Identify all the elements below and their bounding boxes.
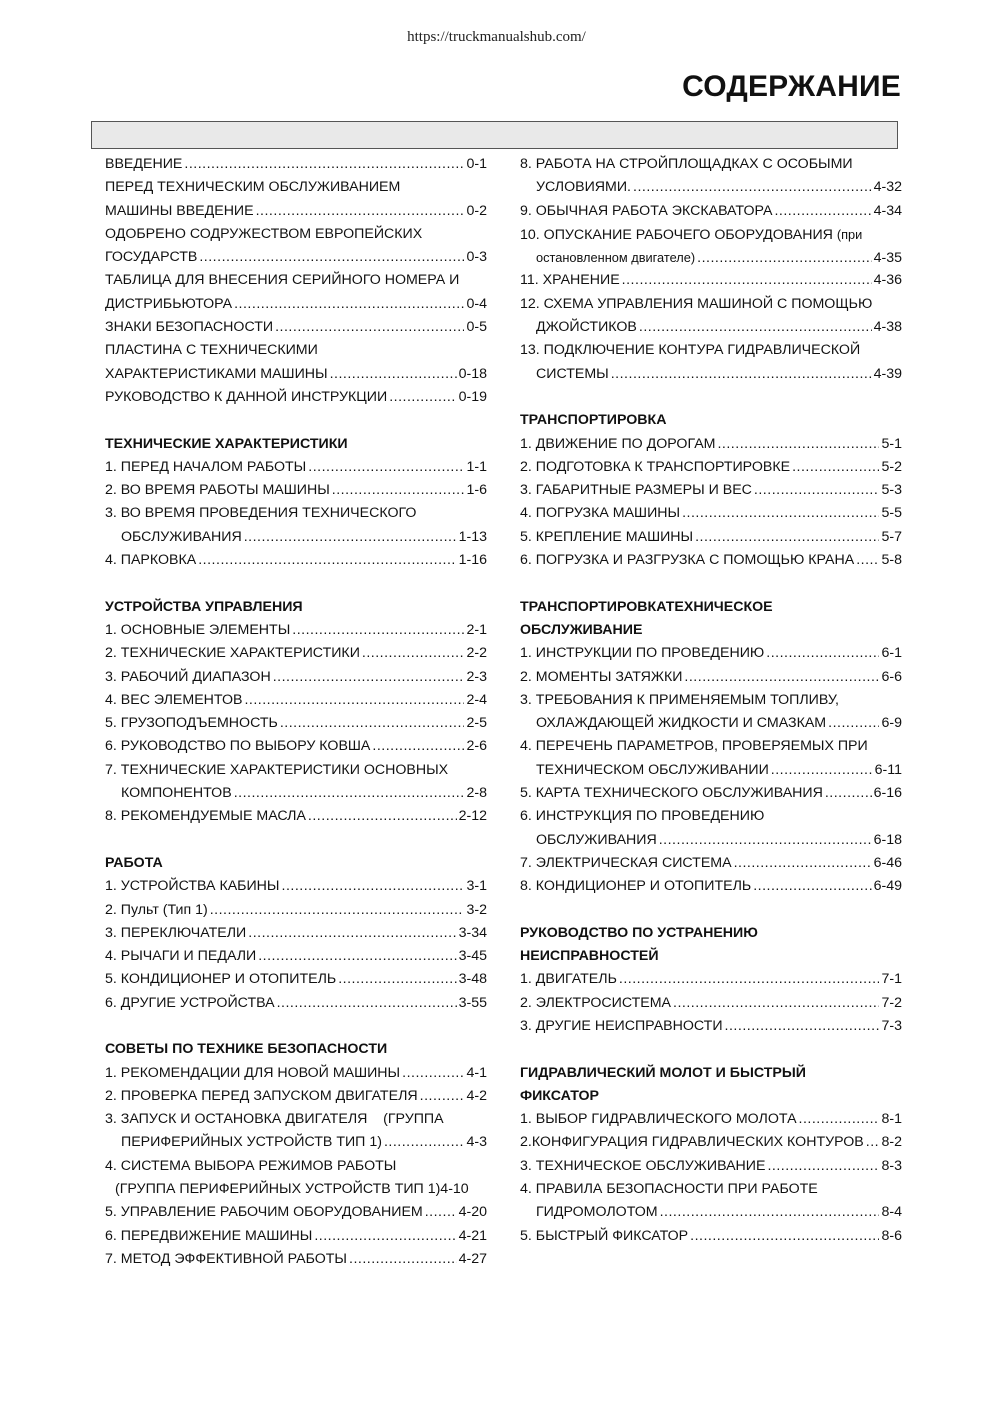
toc-entry[interactable]: 2. ВО ВРЕМЯ РАБОТЫ МАШИНЫ ..... 1-6 (105, 479, 487, 502)
toc-entry[interactable]: МАШИНЫ ВВЕДЕНИЕ ..... 0-2 (105, 200, 487, 223)
toc-entry[interactable]: 10. ОПУСКАНИЕ РАБОЧЕГО ОБОРУДОВАНИЯ (при (520, 226, 863, 243)
toc-entry[interactable]: 6. ПОГРУЗКА И РАЗГРУЗКА С ПОМОЩЬЮ КРАНА ..... 5-8 (520, 549, 902, 572)
toc-entry[interactable]: 4. СИСТЕМА ВЫБОРА РЕЖИМОВ РАБОТЫ (105, 1157, 397, 1174)
toc-entry[interactable]: 4. ПЕРЕЧЕНЬ ПАРАМЕТРОВ, ПРОВЕРЯЕМЫХ ПРИ (520, 738, 868, 755)
header-bar (91, 121, 898, 149)
toc-entry[interactable]: 2. ПОДГОТОВКА К ТРАНСПОРТИРОВКЕ ..... 5-2 (520, 456, 902, 479)
toc-entry[interactable]: 1. УСТРОЙСТВА КАБИНЫ ..... 3-1 (105, 875, 487, 898)
toc-entry[interactable]: КОМПОНЕНТОВ ..... 2-8 (105, 782, 487, 805)
toc-entry[interactable]: ПЕРЕД ТЕХНИЧЕСКИМ ОБСЛУЖИВАНИЕМ (105, 179, 401, 196)
toc-entry[interactable]: ТАБЛИЦА ДЛЯ ВНЕСЕНИЯ СЕРИЙНОГО НОМЕРА И (105, 272, 460, 289)
source-url[interactable]: https://truckmanualshub.com/ (407, 29, 586, 45)
toc-entry[interactable]: 3. ВО ВРЕМЯ ПРОВЕДЕНИЯ ТЕХНИЧЕСКОГО (105, 505, 417, 522)
section-heading: ОБСЛУЖИВАНИЕ (520, 621, 643, 638)
toc-entry[interactable]: ОХЛАЖДАЮЩЕЙ ЖИДКОСТИ И СМАЗКАМ ..... 6-9 (520, 712, 902, 735)
section-heading: РУКОВОДСТВО ПО УСТРАНЕНИЮ (520, 924, 758, 941)
toc-entry[interactable]: 5. КРЕПЛЕНИЕ МАШИНЫ ..... 5-7 (520, 526, 902, 549)
toc-entry[interactable]: 3. ТРЕБОВАНИЯ К ПРИМЕНЯЕМЫМ ТОПЛИВУ, (520, 691, 839, 708)
toc-entry[interactable]: 5. УПРАВЛЕНИЕ РАБОЧИМ ОБОРУДОВАНИЕМ ..... 4-20 (105, 1201, 487, 1224)
toc-entry[interactable]: ГОСУДАРСТВ ..... 0-3 (105, 246, 487, 269)
toc-entry[interactable]: 12. СХЕМА УПРАВЛЕНИЯ МАШИНОЙ С ПОМОЩЬЮ (520, 295, 873, 312)
section-heading: ТЕХНИЧЕСКИЕ ХАРАКТЕРИСТИКИ (105, 435, 348, 452)
toc-entry[interactable]: 4. ПОГРУЗКА МАШИНЫ ..... 5-5 (520, 502, 902, 525)
toc-entry[interactable]: 5. КОНДИЦИОНЕР И ОТОПИТЕЛЬ ..... 3-48 (105, 968, 487, 991)
section-heading: НЕИСПРАВНОСТЕЙ (520, 948, 659, 965)
toc-entry[interactable]: ОБСЛУЖИВАНИЯ ..... 6-18 (520, 829, 902, 852)
toc-entry[interactable]: 3. ПЕРЕКЛЮЧАТЕЛИ ..... 3-34 (105, 922, 487, 945)
toc-entry[interactable]: ТЕХНИЧЕСКОМ ОБСЛУЖИВАНИИ ..... 6-11 (520, 759, 902, 782)
toc-entry[interactable]: 3. ГАБАРИТНЫЕ РАЗМЕРЫ И ВЕС ..... 5-3 (520, 479, 902, 502)
page-title: СОДЕРЖАНИЕ (682, 70, 901, 103)
toc-entry[interactable]: 11. ХРАНЕНИЕ ..... 4-36 (520, 269, 902, 292)
toc-entry[interactable]: 6. ДРУГИЕ УСТРОЙСТВА ..... 3-55 (105, 992, 487, 1015)
toc-entry[interactable]: 7. ТЕХНИЧЕСКИЕ ХАРАКТЕРИСТИКИ ОСНОВНЫХ (105, 761, 449, 778)
toc-entry[interactable]: 6. РУКОВОДСТВО ПО ВЫБОРУ КОВША ..... 2-6 (105, 735, 487, 758)
toc-entry[interactable]: 2. ЭЛЕКТРОСИСТЕМА ..... 7-2 (520, 992, 902, 1015)
toc-entry[interactable]: 3. РАБОЧИЙ ДИАПАЗОН ..... 2-3 (105, 666, 487, 689)
toc-entry[interactable]: 1. ВЫБОР ГИДРАВЛИЧЕСКОГО МОЛОТА ..... 8-1 (520, 1108, 902, 1131)
toc-entry[interactable]: 3. ТЕХНИЧЕСКОЕ ОБСЛУЖИВАНИЕ ..... 8-3 (520, 1155, 902, 1178)
section-heading: УСТРОЙСТВА УПРАВЛЕНИЯ (105, 598, 303, 615)
toc-entry[interactable]: 1. ПЕРЕД НАЧАЛОМ РАБОТЫ ..... 1-1 (105, 456, 487, 479)
toc-entry[interactable]: 8. РАБОТА НА СТРОЙПЛОЩАДКАХ С ОСОБЫМИ (520, 156, 853, 172)
toc-entry[interactable]: ПЛАСТИНА С ТЕХНИЧЕСКИМИ (105, 342, 318, 359)
toc-entry[interactable]: 1. ДВИГАТЕЛЬ ..... 7-1 (520, 968, 902, 991)
toc-entry[interactable]: 7. ЭЛЕКТРИЧЕСКАЯ СИСТЕМА ..... 6-46 (520, 852, 902, 875)
toc-entry[interactable]: 2. ТЕХНИЧЕСКИЕ ХАРАКТЕРИСТИКИ ..... 2-2 (105, 642, 487, 665)
toc-entry[interactable]: 8. РЕКОМЕНДУЕМЫЕ МАСЛА ..... 2-12 (105, 805, 487, 828)
toc-entry[interactable]: 2. ПРОВЕРКА ПЕРЕД ЗАПУСКОМ ДВИГАТЕЛЯ ..... 4-2 (105, 1085, 487, 1108)
toc-entry[interactable]: 1. ОСНОВНЫЕ ЭЛЕМЕНТЫ ..... 2-1 (105, 619, 487, 642)
toc-entry[interactable]: ПЕРИФЕРИЙНЫХ УСТРОЙСТВ ТИП 1) ..... 4-3 (105, 1131, 487, 1154)
toc-entry[interactable]: РУКОВОДСТВО К ДАННОЙ ИНСТРУКЦИИ ..... 0-19 (105, 386, 487, 409)
toc-entry[interactable]: 5. КАРТА ТЕХНИЧЕСКОГО ОБСЛУЖИВАНИЯ ..... 6-16 (520, 782, 902, 805)
toc-entry[interactable]: 9. ОБЫЧНАЯ РАБОТА ЭКСКАВАТОРА ..... 4-34 (520, 200, 902, 223)
toc-entry[interactable]: 2. МОМЕНТЫ ЗАТЯЖКИ ..... 6-6 (520, 666, 902, 689)
toc-entry[interactable]: 4. ПРАВИЛА БЕЗОПАСНОСТИ ПРИ РАБОТЕ (520, 1181, 818, 1198)
toc-entry[interactable]: 7. МЕТОД ЭФФЕКТИВНОЙ РАБОТЫ ..... 4-27 (105, 1248, 487, 1271)
toc-entry[interactable]: ГИДРОМОЛОТОМ ..... 8-4 (520, 1201, 902, 1224)
toc-entry[interactable]: 1. ДВИЖЕНИЕ ПО ДОРОГАМ ..... 5-1 (520, 433, 902, 456)
toc-entry[interactable]: 6. ИНСТРУКЦИЯ ПО ПРОВЕДЕНИЮ (520, 808, 765, 825)
toc-right-column (520, 153, 902, 1248)
toc-entry[interactable]: 5. БЫСТРЫЙ ФИКСАТОР ..... 8-6 (520, 1225, 902, 1248)
toc-entry[interactable]: 6. ПЕРЕДВИЖЕНИЕ МАШИНЫ ..... 4-21 (105, 1225, 487, 1248)
toc-entry[interactable]: остановленном двигателе) ..... 4-35 (520, 246, 902, 269)
toc-left-column (105, 153, 487, 1271)
toc-entry[interactable]: ЗНАКИ БЕЗОПАСНОСТИ ..... 0-5 (105, 316, 487, 339)
toc-entry[interactable]: 13. ПОДКЛЮЧЕНИЕ КОНТУРА ГИДРАВЛИЧЕСКОЙ (520, 342, 861, 359)
toc-entry[interactable]: ДИСТРИБЬЮТОРА ..... 0-4 (105, 293, 487, 316)
section-heading: РАБОТА (105, 854, 163, 871)
toc-entry[interactable]: 4. РЫЧАГИ И ПЕДАЛИ ..... 3-45 (105, 945, 487, 968)
toc-entry[interactable]: 4. ПАРКОВКА ..... 1-16 (105, 549, 487, 572)
toc-entry[interactable]: 5. ГРУЗОПОДЪЕМНОСТЬ ..... 2-5 (105, 712, 487, 735)
toc-entry[interactable]: СИСТЕМЫ ..... 4-39 (520, 363, 902, 386)
toc-entry[interactable]: 2. Пульт (Тип 1) ..... 3-2 (105, 899, 487, 922)
toc-entry[interactable]: 1. РЕКОМЕНДАЦИИ ДЛЯ НОВОЙ МАШИНЫ ..... 4-1 (105, 1062, 487, 1085)
toc-entry[interactable]: 8. КОНДИЦИОНЕР И ОТОПИТЕЛЬ ..... 6-49 (520, 875, 902, 898)
toc-entry[interactable]: ОДОБРЕНО СОДРУЖЕСТВОМ ЕВРОПЕЙСКИХ (105, 225, 423, 242)
toc-entry[interactable]: ОБСЛУЖИВАНИЯ ..... 1-13 (105, 526, 487, 549)
toc-entry[interactable]: 3. ЗАПУСК И ОСТАНОВКА ДВИГАТЕЛЯ (ГРУППА (105, 1111, 444, 1128)
toc-entry[interactable]: УСЛОВИЯМИ. ..... 4-32 (520, 176, 902, 199)
toc-entry[interactable]: ВВЕДЕНИЕ ..... 0-1 (105, 153, 487, 176)
toc-entry[interactable]: 4. ВЕС ЭЛЕМЕНТОВ ..... 2-4 (105, 689, 487, 712)
toc-entry[interactable]: (ГРУППА ПЕРИФЕРИЙНЫХ УСТРОЙСТВ ТИП 1)4-10 (115, 1181, 469, 1198)
section-heading: СОВЕТЫ ПО ТЕХНИКЕ БЕЗОПАСНОСТИ (105, 1041, 388, 1058)
toc-entry[interactable]: ДЖОЙСТИКОВ ..... 4-38 (520, 316, 902, 339)
toc-entry[interactable]: ХАРАКТЕРИСТИКАМИ МАШИНЫ ..... 0-18 (105, 363, 487, 386)
toc-entry[interactable]: 2.КОНФИГУРАЦИЯ ГИДРАВЛИЧЕСКИХ КОНТУРОВ ..... 8-2 (520, 1131, 902, 1154)
section-heading: ГИДРАВЛИЧЕСКИЙ МОЛОТ И БЫСТРЫЙ (520, 1064, 806, 1081)
toc-entry[interactable]: 3. ДРУГИЕ НЕИСПРАВНОСТИ ..... 7-3 (520, 1015, 902, 1038)
section-heading: ТРАНСПОРТИРОВКАТЕХНИЧЕСКОЕ (520, 598, 773, 615)
section-heading: ТРАНСПОРТИРОВКА (520, 412, 667, 429)
section-heading: ФИКСАТОР (520, 1087, 600, 1104)
toc-entry[interactable]: 1. ИНСТРУКЦИИ ПО ПРОВЕДЕНИЮ ..... 6-1 (520, 642, 902, 665)
